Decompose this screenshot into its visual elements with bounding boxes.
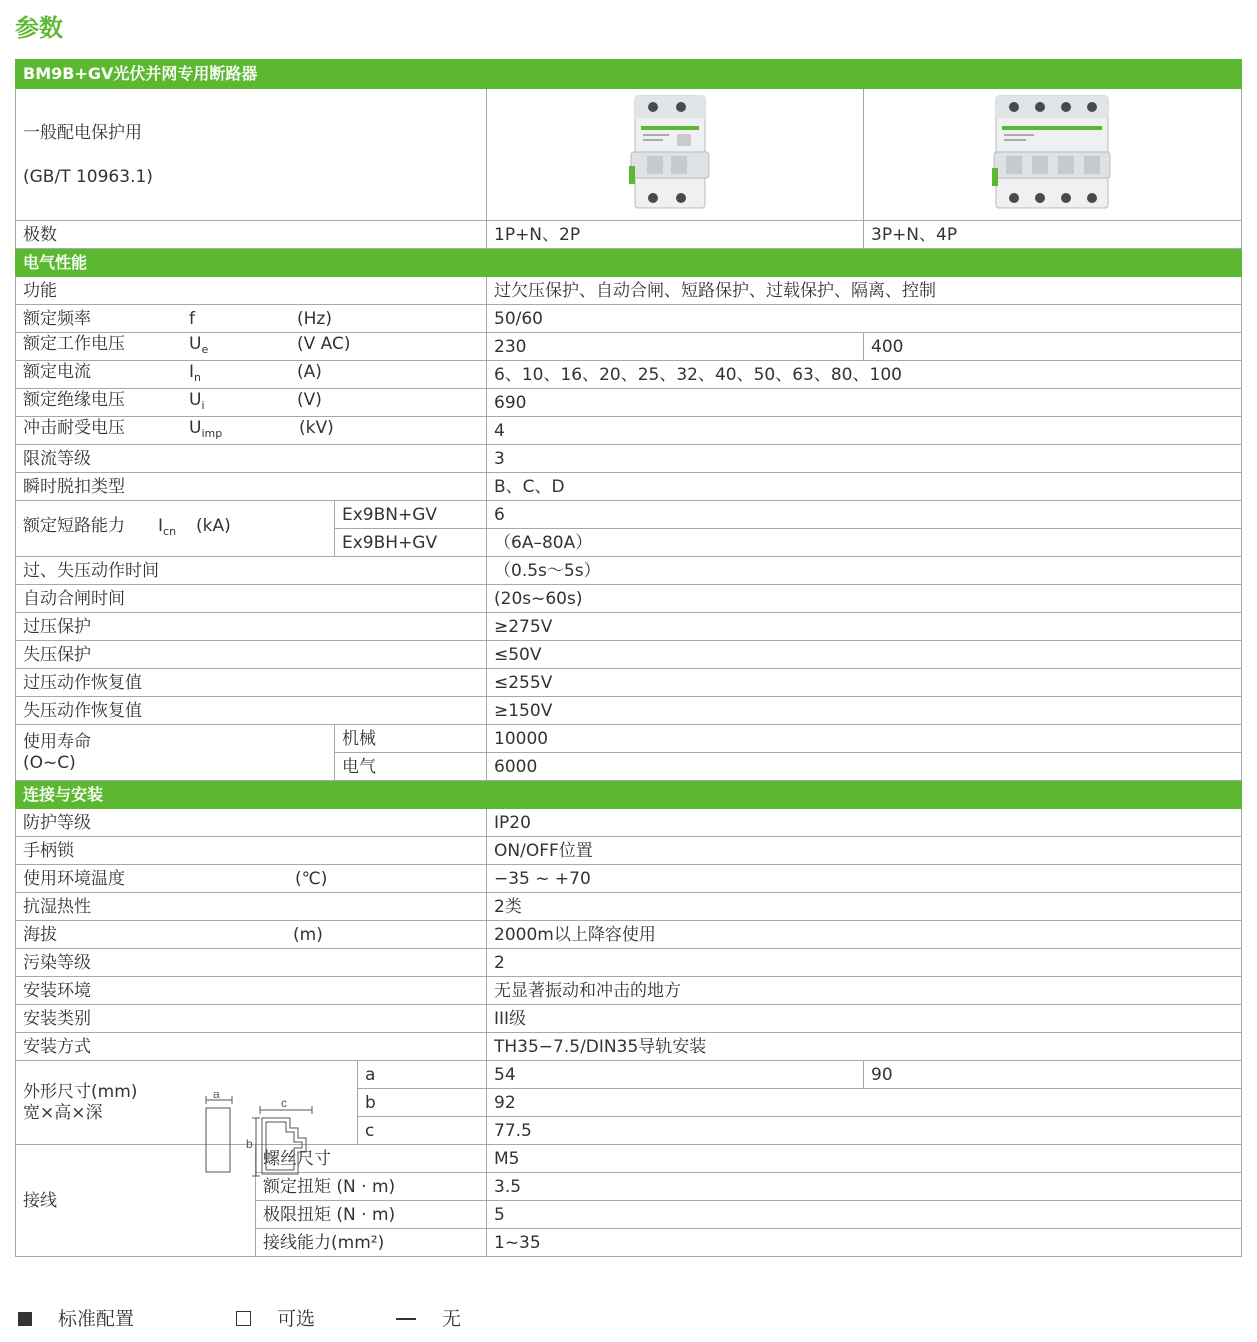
short-circuit-symbol: I bbox=[158, 515, 164, 536]
voltage-unit: (V AC) bbox=[297, 333, 351, 354]
function-value: 过欠压保护、自动合闸、短路保护、过载保护、隔离、控制 bbox=[487, 277, 1242, 305]
life-elec-value: 6000 bbox=[487, 753, 1242, 781]
section-install bbox=[16, 781, 1242, 809]
spec-row bbox=[16, 445, 1242, 473]
short-circuit-model-bn: Ex9BN+GV bbox=[335, 501, 487, 529]
action-time-value: （0.5s～5s） bbox=[487, 557, 1242, 585]
torque-label: 额定扭矩 (N · m) bbox=[256, 1173, 487, 1201]
spec-row bbox=[16, 501, 1242, 529]
dim-b-label: b bbox=[358, 1089, 487, 1117]
short-circuit-unit: (kA) bbox=[196, 515, 231, 536]
spec-row bbox=[16, 921, 1242, 949]
poles-label: 极数 bbox=[16, 221, 487, 249]
over-voltage-label: 过压保护 bbox=[16, 613, 487, 641]
dim-c-label: c bbox=[358, 1117, 487, 1145]
category-value: III级 bbox=[487, 1005, 1242, 1033]
current-label bbox=[16, 361, 487, 389]
reclose-time-value: (20s~60s) bbox=[487, 585, 1242, 613]
environment-label: 安装环境 bbox=[16, 977, 487, 1005]
under-recover-value: ≥150V bbox=[487, 697, 1242, 725]
spec-row bbox=[16, 809, 1242, 837]
altitude-name: 海拔 bbox=[23, 924, 57, 945]
wiring-label: 接线 bbox=[16, 1145, 256, 1257]
impulse-label bbox=[16, 417, 487, 445]
spec-row bbox=[16, 669, 1242, 697]
dim-b-value: 92 bbox=[487, 1089, 1242, 1117]
short-circuit-model-bh: Ex9BH+GV bbox=[335, 529, 487, 557]
dimensions-label-line1: 外形尺寸(mm) bbox=[23, 1081, 138, 1102]
dim-fig-b: b bbox=[246, 1137, 253, 1151]
spec-row bbox=[16, 837, 1242, 865]
life-elec-label: 电气 bbox=[335, 753, 487, 781]
voltage-value-2p: 230 bbox=[487, 333, 864, 361]
breaker-4p-image-cell bbox=[864, 89, 1242, 221]
spec-row bbox=[16, 389, 1242, 417]
action-time-label: 过、失压动作时间 bbox=[16, 557, 487, 585]
intro-row bbox=[16, 89, 1242, 221]
handle-lock-label: 手柄锁 bbox=[16, 837, 487, 865]
altitude-unit: (m) bbox=[293, 924, 323, 945]
intro-line2: (GB/T 10963.1) bbox=[23, 166, 153, 187]
spec-row bbox=[16, 949, 1242, 977]
spec-table bbox=[15, 59, 1242, 1257]
limit-class-label: 限流等级 bbox=[16, 445, 487, 473]
over-voltage-value: ≥275V bbox=[487, 613, 1242, 641]
breaker-2p-image bbox=[629, 94, 721, 212]
legend-none bbox=[396, 1304, 461, 1331]
torque-value: 3.5 bbox=[487, 1173, 1242, 1201]
open-square-icon bbox=[236, 1311, 251, 1326]
spec-row bbox=[16, 417, 1242, 445]
life-mech-value: 10000 bbox=[487, 725, 1242, 753]
short-circuit-symbol-sub: cn bbox=[163, 524, 177, 538]
spec-row bbox=[16, 277, 1242, 305]
freq-label bbox=[16, 305, 487, 333]
spec-row bbox=[16, 613, 1242, 641]
dash-icon bbox=[396, 1318, 416, 1320]
screw-size-value: M5 bbox=[487, 1145, 1242, 1173]
capacity-label: 接线能力(mm²) bbox=[256, 1229, 487, 1257]
current-name: 额定电流 bbox=[23, 361, 91, 382]
mounting-value: TH35−7.5/DIN35导轨安装 bbox=[487, 1033, 1242, 1061]
spec-row bbox=[16, 361, 1242, 389]
impulse-unit: (kV) bbox=[299, 417, 334, 438]
current-unit: (A) bbox=[297, 361, 322, 382]
section-install-title: 连接与安装 bbox=[16, 781, 1242, 809]
pollution-value: 2 bbox=[487, 949, 1242, 977]
insulation-value: 690 bbox=[487, 389, 1242, 417]
intro-line1: 一般配电保护用 bbox=[23, 122, 142, 143]
insulation-name: 额定绝缘电压 bbox=[23, 389, 125, 410]
voltage-symbol-sub: e bbox=[201, 342, 209, 356]
short-circuit-value-bh: （6A–80A） bbox=[487, 529, 1242, 557]
voltage-name: 额定工作电压 bbox=[23, 333, 125, 354]
spec-row bbox=[16, 977, 1242, 1005]
altitude-value: 2000m以上降容使用 bbox=[487, 921, 1242, 949]
spec-row bbox=[16, 305, 1242, 333]
poles-value-4p: 3P+N、4P bbox=[864, 221, 1242, 249]
spec-row bbox=[16, 1061, 1242, 1089]
voltage-value-4p: 400 bbox=[864, 333, 1242, 361]
short-circuit-name: 额定短路能力 bbox=[23, 515, 125, 536]
temperature-unit: (℃) bbox=[295, 868, 328, 889]
trip-type-label: 瞬时脱扣类型 bbox=[16, 473, 487, 501]
voltage-symbol: U bbox=[189, 333, 202, 354]
humidity-value: 2类 bbox=[487, 893, 1242, 921]
spec-row bbox=[16, 1033, 1242, 1061]
life-label bbox=[16, 725, 335, 781]
trip-type-value: B、C、D bbox=[487, 473, 1242, 501]
legend-standard bbox=[18, 1304, 134, 1331]
spec-row bbox=[16, 333, 1242, 361]
section-electrical bbox=[16, 249, 1242, 277]
mounting-label: 安装方式 bbox=[16, 1033, 487, 1061]
under-recover-label: 失压动作恢复值 bbox=[16, 697, 487, 725]
short-circuit-value-bn: 6 bbox=[487, 501, 1242, 529]
humidity-label: 抗湿热性 bbox=[16, 893, 487, 921]
pollution-label: 污染等级 bbox=[16, 949, 487, 977]
protection-label: 防护等级 bbox=[16, 809, 487, 837]
screw-size-label: 螺丝尺寸 bbox=[256, 1145, 487, 1173]
temperature-name: 使用环境温度 bbox=[23, 868, 125, 889]
spec-row bbox=[16, 557, 1242, 585]
poles-row bbox=[16, 221, 1242, 249]
impulse-value: 4 bbox=[487, 417, 1242, 445]
spec-row bbox=[16, 1005, 1242, 1033]
section-electrical-title: 电气性能 bbox=[16, 249, 1242, 277]
dim-fig-c: c bbox=[281, 1096, 287, 1110]
reclose-time-label: 自动合闸时间 bbox=[16, 585, 487, 613]
product-title: BM9B+GV光伏并网专用断路器 bbox=[16, 60, 1242, 89]
current-symbol-sub: n bbox=[194, 370, 201, 384]
limit-class-value: 3 bbox=[487, 445, 1242, 473]
spec-row bbox=[16, 585, 1242, 613]
over-recover-value: ≤255V bbox=[487, 669, 1242, 697]
life-label-line2: (O~C) bbox=[23, 752, 76, 773]
freq-symbol: f bbox=[189, 308, 195, 329]
legend-standard-label: 标准配置 bbox=[58, 1308, 135, 1330]
dim-a-value-2p: 54 bbox=[487, 1061, 864, 1089]
insulation-symbol: U bbox=[189, 389, 202, 410]
intro-cell bbox=[16, 89, 487, 221]
current-value: 6、10、16、20、25、32、40、50、63、80、100 bbox=[487, 361, 1242, 389]
dim-a-value-4p: 90 bbox=[864, 1061, 1242, 1089]
protection-value: IP20 bbox=[487, 809, 1242, 837]
current-symbol: I bbox=[189, 361, 195, 382]
altitude-label bbox=[16, 921, 487, 949]
dimension-drawing bbox=[198, 1092, 328, 1180]
page-title: 参数 bbox=[15, 14, 63, 42]
insulation-unit: (V) bbox=[297, 389, 322, 410]
poles-value-2p: 1P+N、2P bbox=[487, 221, 864, 249]
max-torque-value: 5 bbox=[487, 1201, 1242, 1229]
voltage-label bbox=[16, 333, 487, 361]
capacity-value: 1~35 bbox=[487, 1229, 1242, 1257]
over-recover-label: 过压动作恢复值 bbox=[16, 669, 487, 697]
spec-row bbox=[16, 893, 1242, 921]
freq-name: 额定频率 bbox=[23, 308, 91, 329]
under-voltage-value: ≤50V bbox=[487, 641, 1242, 669]
freq-value: 50/60 bbox=[487, 305, 1242, 333]
dim-fig-a: a bbox=[213, 1092, 220, 1101]
dimensions-label-line2: 宽×高×深 bbox=[23, 1102, 103, 1123]
legend-optional-label: 可选 bbox=[277, 1308, 316, 1330]
dim-c-value: 77.5 bbox=[487, 1117, 1242, 1145]
temperature-value: −35 ~ +70 bbox=[487, 865, 1242, 893]
category-label: 安装类别 bbox=[16, 1005, 487, 1033]
impulse-symbol-sub: imp bbox=[201, 426, 223, 440]
freq-unit: (Hz) bbox=[297, 308, 332, 329]
life-label-line1: 使用寿命 bbox=[23, 731, 91, 752]
spec-row bbox=[16, 641, 1242, 669]
spec-row bbox=[16, 473, 1242, 501]
spec-row bbox=[16, 697, 1242, 725]
breaker-2p-image-cell bbox=[487, 89, 864, 221]
spec-row bbox=[16, 725, 1242, 753]
insulation-label bbox=[16, 389, 487, 417]
dim-a-label: a bbox=[358, 1061, 487, 1089]
short-circuit-label bbox=[16, 501, 335, 557]
max-torque-label: 极限扭矩 (N · m) bbox=[256, 1201, 487, 1229]
insulation-symbol-sub: i bbox=[201, 398, 205, 412]
legend-none-label: 无 bbox=[442, 1308, 462, 1330]
breaker-4p-image bbox=[992, 94, 1114, 212]
impulse-name: 冲击耐受电压 bbox=[23, 417, 125, 438]
product-title-band bbox=[16, 60, 1242, 89]
temperature-label bbox=[16, 865, 487, 893]
impulse-symbol: U bbox=[189, 417, 202, 438]
environment-value: 无显著振动和冲击的地方 bbox=[487, 977, 1242, 1005]
filled-square-icon bbox=[18, 1312, 32, 1326]
function-label: 功能 bbox=[16, 277, 487, 305]
handle-lock-value: ON/OFF位置 bbox=[487, 837, 1242, 865]
spec-row bbox=[16, 865, 1242, 893]
under-voltage-label: 失压保护 bbox=[16, 641, 487, 669]
life-mech-label: 机械 bbox=[335, 725, 487, 753]
legend-optional bbox=[236, 1304, 315, 1331]
